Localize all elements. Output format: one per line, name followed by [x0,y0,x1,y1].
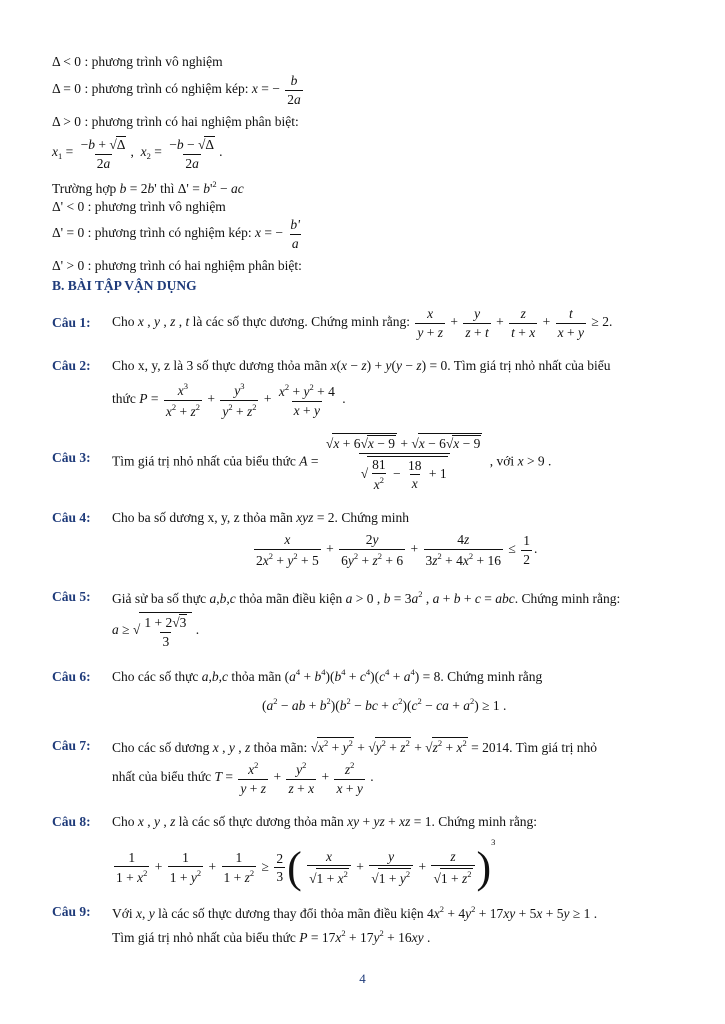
question-3-text: Tìm giá trị nhỏ nhất của biểu thức A = √x + 6√x − 9 + √x − 6√x − 9 √ $\frac{81}{x^2}$ − $\frac{18}{x}$ + 1 , với x > 9 . [112,433,551,492]
theory-line-2: Δ = 0 : phương trình có nghiệm kép: x = − $\frac{b}{2a}$ [52,73,301,107]
question-7-label: Câu 7: [52,738,91,753]
section-title: B. BÀI TẬP VẬN DỤNG [52,278,197,293]
theory-line-6: Δ' < 0 : phương trình vô nghiệm [52,199,226,214]
question-8-label: Câu 8: [52,814,91,829]
question-2-text-line2: thức P = $\frac{x^3}{x^2 + z^2}$ + $\frac{y^3}{y^2 + z^2}$ + $\frac{x^2 + y^2 + 4}{x + y}$ . [112,381,346,419]
question-7-text-line2: nhất của biểu thức T = $\frac{x^2}{y + z}$ + $\frac{y^2}{z + x}$ + $\frac{z^2}{x + y}$ . [112,760,374,796]
theory-line-5: Trường hợp b = 2b' thì $\Delta' = b'^2$ − ac [52,179,244,196]
question-6-inequality: ($a^2$ − ab + $b^2)(b^2$ − bc + $c^2)(c^2$ − ca + $a^2) \ge 1$ . [262,696,507,713]
question-1-text: Cho x , y , z , t là các số thực dương. Chứng minh rằng: $\frac{x}{y + z}$ + $\frac{y}{z + t}$ + $\frac{z}{t + x}$ + $\frac{t}{x + y}$ ≥ 2. [112,306,613,340]
question-9-text-line1: Với x, y là các số thực dương thay đổi thỏa mãn điều kiện $4x^2 + 4y^2 + 17xy + 5x + 5y \ge 1$ . [112,904,598,921]
question-8-inequality: $\frac{1}{1 + x^2}$ + $\frac{1}{1 + y^2}$ + $\frac{1}{1 + z^2}$ ≥ $\frac{2}{3}$ ( $\frac{x}{√1 + x^2}$ + $\frac{y}{√1 + y^2}$ + $\frac{z}{√1 + z^2}$ )$^3$ [116,837,496,892]
question-5-text-line1: Giả sử ba số thực a,b,c thỏa mãn điều kiện a > 0 , $b = 3a^2$ , a + b + c = abc. Chứng minh rằng: [112,589,621,606]
question-2-text-line1: Cho x, y, z là 3 số thực dương thỏa mãn x(x − z) + y(y − z) = 0. Tìm giá trị nhỏ nhất của biểu [112,358,611,373]
question-3-label: Câu 3: [52,450,91,465]
question-9-label: Câu 9: [52,904,91,919]
question-4-inequality: $\frac{x}{2x^2 + y^2 + 5}$ + $\frac{2y}{6y^2 + z^2 + 6}$ + $\frac{4z}{3z^2 + 4x^2 + 16}$ ≤ $\frac{1}{2}$ . [256,532,538,568]
question-4-label: Câu 4: [52,510,91,525]
question-4-text: Cho ba số dương x, y, z thỏa mãn xyz = 2. Chứng minh [112,510,410,525]
question-9-text-line2: Tìm giá trị nhỏ nhất của biểu thức $P = 17x^2 + 17y^2 + 16xy$ . [112,928,431,945]
theory-line-8: Δ' > 0 : phương trình có hai nghiệm phân biệt: [52,258,302,273]
page-number: 4 [359,971,366,986]
question-8-text: Cho x , y , z là các số thực dương thỏa mãn xy + yz + xz = 1. Chứng minh rằng: [112,814,538,829]
theory-line-4-roots: $x_1$ = $\frac{-b + √\Delta}{2a}$ , $x_2$ = $\frac{-b - √\Delta}{2a}$ . [52,137,223,171]
question-5-text-line2: a ≥ √ $\frac{1 + 2√3}{3}$ . [112,612,199,648]
question-6-text: Cho các số thực a,b,c thỏa mãn $(a^4 + b^4)(b^4 + c^4)(c^4 + a^4) = 8$. Chứng minh rằng [112,667,543,684]
theory-line-7: Δ' = 0 : phương trình có nghiệm kép: x = − $\frac{b'}{a}$ [52,217,301,251]
question-6-label: Câu 6: [52,669,91,684]
theory-line-3: Δ > 0 : phương trình có hai nghiệm phân biệt: [52,114,299,129]
theory-line-1: Δ < 0 : phương trình vô nghiệm [52,54,223,69]
question-7-text-line1: Cho các số dương x , y , z thỏa mãn: $√x^2 + y^2 + √y^2 + z^2 + √z^2 + x^2 = 2014$. Tìm giá trị nhỏ [112,738,597,755]
question-5-label: Câu 5: [52,589,91,604]
question-1-label: Câu 1: [52,315,91,330]
question-2-label: Câu 2: [52,358,91,373]
